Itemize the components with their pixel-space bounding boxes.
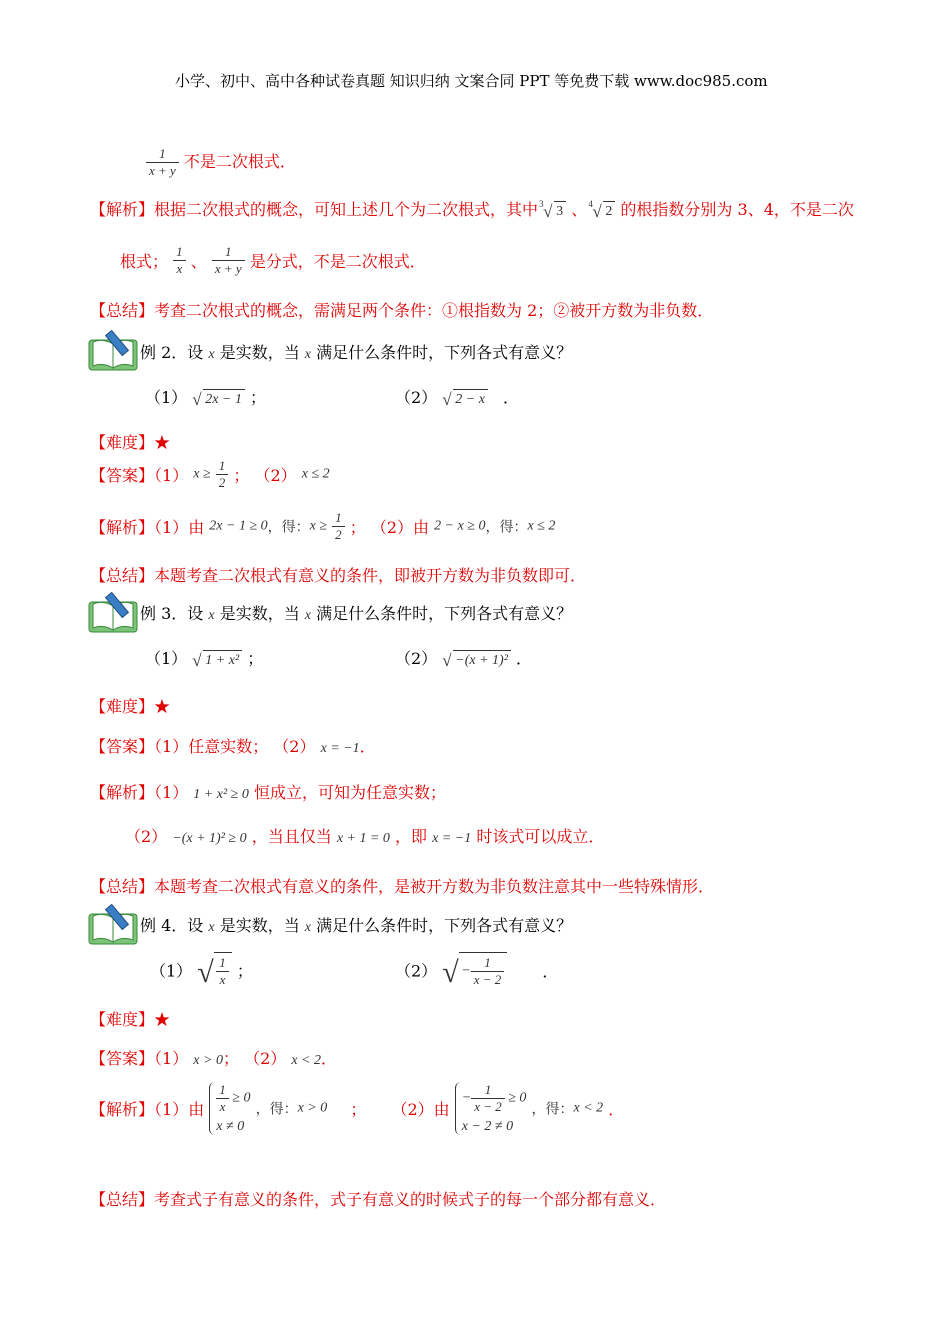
radicand: 3 <box>554 201 566 220</box>
math-expr: x > 0 <box>297 1100 328 1116</box>
variable: x <box>208 920 215 935</box>
difficulty-label: 【难度】 <box>90 697 155 716</box>
text: 时该式可以成立． <box>476 827 605 846</box>
fraction <box>146 146 179 179</box>
math-expr: x ≤ 2 <box>301 466 330 482</box>
fraction <box>471 1082 505 1115</box>
example-3-analysis <box>90 780 446 803</box>
analysis-label: 【解析】 <box>90 783 155 802</box>
prev-summary <box>90 298 713 321</box>
example-2-summary <box>90 563 586 586</box>
root-index: 3 <box>539 199 544 209</box>
math-expr: ≥ 0 <box>508 1090 527 1106</box>
math-expr: x = −1 <box>432 831 472 846</box>
question-label: （2） <box>395 388 438 407</box>
square-root: √ 1 + x² <box>192 650 242 669</box>
question-label: （1） <box>150 961 193 981</box>
text: 是分式，不是二次根式． <box>249 252 426 271</box>
denominator: x <box>216 971 229 988</box>
text: （1）由 <box>154 1100 205 1119</box>
example-3-answer <box>90 734 376 757</box>
text: ，当且仅当 <box>251 827 332 846</box>
denominator: x <box>173 260 186 277</box>
book-pencil-icon <box>87 330 139 372</box>
system-line <box>216 1082 250 1115</box>
text: 恒成立，可知为任意实数； <box>253 783 446 802</box>
example-4-q1 <box>150 952 253 988</box>
math-expr: ≥ 0 <box>232 1090 251 1106</box>
math-expr: 2x − 1 ≥ 0 <box>209 518 268 534</box>
difficulty-label: 【难度】 <box>90 1010 155 1029</box>
fraction <box>216 1082 229 1115</box>
text: （1） <box>154 783 189 802</box>
punct: ． <box>503 388 520 407</box>
example-2-title <box>140 340 572 363</box>
summary-label: 【总结】 <box>90 301 155 320</box>
math-expr: x + 1 = 0 <box>336 831 390 846</box>
text: （1） <box>154 1049 189 1068</box>
text: 根式； <box>120 252 169 271</box>
radicand: 2 <box>603 201 615 220</box>
root-index: 4 <box>588 199 593 209</box>
summary-label: 【总结】 <box>90 1190 155 1209</box>
math-expr: x > 0 <box>193 1053 223 1068</box>
denominator: x + y <box>212 260 245 277</box>
punct: ； <box>250 388 267 407</box>
question-label: （2） <box>395 649 438 668</box>
summary-label: 【总结】 <box>90 566 155 585</box>
numerator: 1 <box>176 244 183 259</box>
answer-label: 【答案】 <box>90 466 155 485</box>
punct: ． <box>608 1100 625 1119</box>
denominator: x − 2 <box>471 1098 505 1115</box>
title-text: 满足什么条件时，下列各式有意义？ <box>316 604 573 623</box>
example-3-analysis-2 <box>125 824 604 847</box>
answer-label: 【答案】 <box>90 1049 155 1068</box>
summary-label: 【总结】 <box>90 877 155 896</box>
punct: ； <box>222 1049 239 1068</box>
fraction <box>173 244 186 277</box>
denominator: 2 <box>216 474 229 491</box>
fraction <box>471 955 505 988</box>
math-expr: x < 2 <box>573 1100 604 1116</box>
fraction <box>216 458 229 491</box>
system-line: x ≠ 0 <box>216 1119 245 1134</box>
example-4-q2 <box>395 952 558 988</box>
fourth-root: 4 √ 2 <box>592 201 615 220</box>
example-3-difficulty <box>90 694 170 717</box>
title-text: 满足什么条件时，下列各式有意义？ <box>316 343 573 362</box>
title-text: 满足什么条件时，下列各式有意义？ <box>316 916 573 935</box>
text: （2） <box>125 827 168 846</box>
title-text: 是实数，当 <box>219 604 300 623</box>
example-3-q2 <box>395 646 532 669</box>
example-2-answer <box>90 458 330 491</box>
example-2-q1 <box>145 385 266 408</box>
denominator: 2 <box>332 526 345 543</box>
numerator: 1 <box>335 510 342 525</box>
star-icon: ★ <box>154 697 171 716</box>
prev-analysis <box>90 197 854 220</box>
example-4-title <box>140 913 572 936</box>
analysis-label: 【解析】 <box>90 518 155 537</box>
minus-sign: − <box>461 1090 472 1106</box>
separator: 、 <box>190 252 207 271</box>
punct: ； <box>349 518 366 537</box>
math-expr: 2 − x ≥ 0 <box>434 518 486 534</box>
punct: ； <box>247 649 264 668</box>
title-text: 是实数，当 <box>219 916 300 935</box>
answer-label: 【答案】 <box>90 737 155 756</box>
title-text: 例 2．设 <box>140 343 204 362</box>
punct: ． <box>542 961 559 981</box>
star-icon: ★ <box>154 433 171 452</box>
numerator: 1 <box>224 244 232 259</box>
math-expr: x < 2 <box>291 1053 322 1068</box>
book-pencil-icon <box>87 592 139 634</box>
summary-text: 本题考查二次根式有意义的条件，即被开方数为非负数即可． <box>154 566 587 585</box>
title-text: 是实数，当 <box>219 343 300 362</box>
radicand: −(x + 1)² <box>453 650 511 669</box>
punct: ； <box>350 1100 367 1119</box>
text: （2）由 <box>370 518 430 537</box>
variable: x <box>304 347 312 362</box>
example-3-title <box>140 601 572 624</box>
example-4-analysis <box>90 1082 624 1135</box>
system-line: x − 2 ≠ 0 <box>461 1119 514 1134</box>
separator: 、 <box>571 200 588 219</box>
text: ，即 <box>395 827 428 846</box>
analysis-label: 【解析】 <box>90 200 155 219</box>
variable: x <box>304 920 312 935</box>
book-pencil-icon <box>87 904 139 946</box>
numerator: 1 <box>484 1082 492 1097</box>
text: （1）任意实数； <box>154 737 269 756</box>
math-expr: −(x + 1)² ≥ 0 <box>172 831 247 846</box>
square-root: √ 2x − 1 <box>192 389 245 408</box>
variable: x <box>208 347 215 362</box>
fraction <box>332 510 345 543</box>
fraction <box>216 955 229 988</box>
system-brace <box>455 1082 527 1135</box>
math-expr: x = −1 <box>320 741 360 756</box>
analysis-text: 根据二次根式的概念，可知上述几个为二次根式，其中 <box>154 200 539 219</box>
summary-text: 考查式子有意义的条件，式子有意义的时候式子的每一个部分都有意义． <box>154 1190 667 1209</box>
square-root: √ $\frac{1}{x}$ <box>197 952 232 988</box>
cube-root: 3 √ 3 <box>543 201 566 220</box>
text: （2） <box>254 466 297 485</box>
radicand: 2x − 1 <box>203 389 245 408</box>
system-brace <box>209 1082 250 1135</box>
question-label: （2） <box>395 961 438 981</box>
punct: ； <box>236 961 253 981</box>
analysis-label: 【解析】 <box>90 1100 155 1119</box>
numerator: 1 <box>159 146 166 161</box>
example-3-q1 <box>145 646 263 669</box>
math-text: ，得： <box>531 1102 574 1118</box>
radicand: 1 + x² <box>203 650 242 669</box>
numerator: 1 <box>484 955 491 970</box>
title-text: 例 3．设 <box>140 604 204 623</box>
punct: ； <box>233 466 250 485</box>
math-text: ，得： <box>485 520 528 536</box>
analysis-text: 的根指数分别为 3、4，不是二次 <box>620 200 854 219</box>
system-line <box>462 1082 527 1115</box>
punct: ． <box>321 1049 338 1068</box>
page-header: 小学、初中、高中各种试卷真题 知识归纳 文案合同 PPT 等免费下载 www.doc985.com <box>175 72 768 90</box>
punct: ． <box>516 649 533 668</box>
example-2-q2 <box>395 385 519 408</box>
denominator: x + y <box>146 162 179 179</box>
math-expr: x ≥ <box>193 466 211 482</box>
text: （1） <box>154 466 189 485</box>
math-text: ，得： <box>267 520 310 536</box>
example-2-difficulty <box>90 430 170 453</box>
prev-analysis-line2 <box>120 244 426 277</box>
text: （2） <box>273 737 316 756</box>
text: （2） <box>244 1049 287 1068</box>
minus-sign: − <box>461 963 471 979</box>
square-root: √ −(x + 1)² <box>442 650 511 669</box>
math-expr: x ≥ <box>309 518 328 534</box>
radicand: 2 − x <box>453 389 488 408</box>
math-text: ，得： <box>255 1102 298 1118</box>
denominator: x − 2 <box>471 971 505 988</box>
square-root: √ − $\frac{1}{x - 2}$ <box>442 952 507 988</box>
example-4-answer <box>90 1046 337 1069</box>
prev-fraction-line <box>146 146 296 179</box>
fraction <box>212 244 245 277</box>
not-root-text: 不是二次根式． <box>183 152 296 171</box>
summary-text: 考查二次根式的概念，需满足两个条件：①根指数为 2；②被开方数为非负数． <box>154 301 714 320</box>
variable: x <box>304 608 312 623</box>
example-4-summary <box>90 1187 666 1210</box>
text: （2）由 <box>391 1100 450 1119</box>
variable: x <box>208 608 215 623</box>
example-2-analysis <box>90 510 555 543</box>
text: （1）由 <box>154 518 205 537</box>
square-root: √ 2 − x <box>442 389 488 408</box>
math-expr: x ≤ 2 <box>527 518 556 534</box>
example-3-summary <box>90 874 714 897</box>
question-label: （1） <box>145 649 188 668</box>
example-4-difficulty <box>90 1007 170 1030</box>
numerator: 1 <box>219 955 226 970</box>
summary-text: 本题考查二次根式有意义的条件，是被开方数为非负数注意其中一些特殊情形． <box>154 877 715 896</box>
denominator: x <box>216 1098 229 1115</box>
star-icon: ★ <box>154 1010 171 1029</box>
numerator: 1 <box>218 458 226 473</box>
numerator: 1 <box>219 1082 226 1097</box>
title-text: 例 4．设 <box>140 916 204 935</box>
question-label: （1） <box>145 388 188 407</box>
math-expr: 1 + x² ≥ 0 <box>193 787 249 802</box>
difficulty-label: 【难度】 <box>90 433 155 452</box>
punct: ． <box>359 737 376 756</box>
